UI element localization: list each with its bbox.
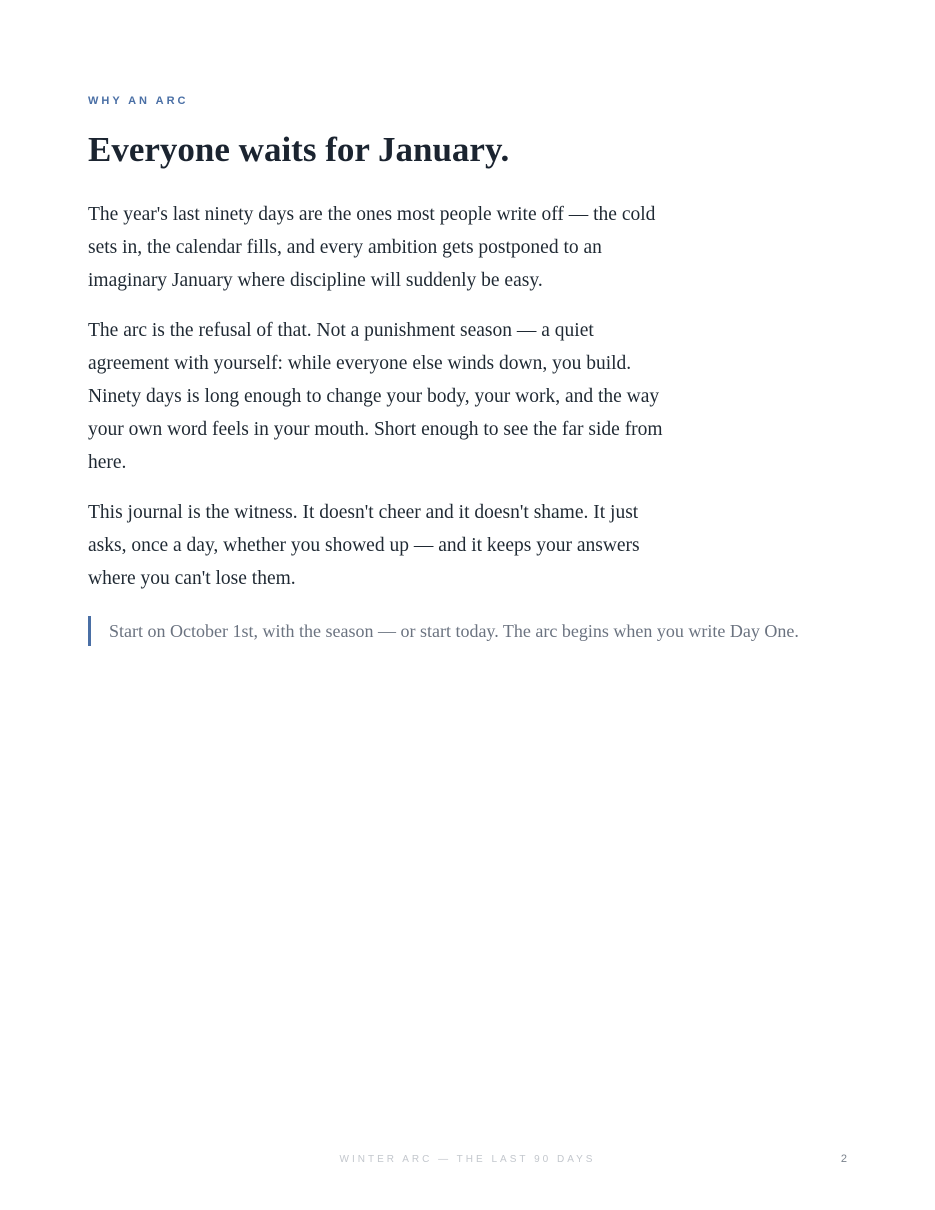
paragraph-3: This journal is the witness. It doesn't cheer and it doesn't shame. It just asks, once a day, whether you showed up — and it keeps your answers where you can't lose them. [88, 502, 640, 589]
pull-quote-text: Start on October 1st, with the season — or start today. The arc begins when you write Day One. [109, 621, 799, 641]
section-eyebrow: WHY AN ARC [88, 95, 189, 107]
footer-running-title: WINTER ARC — THE LAST 90 DAYS [339, 1154, 596, 1165]
pull-quote [88, 616, 869, 646]
paragraph-2: The arc is the refusal of that. Not a punishment season — a quiet agreement with yourself: while everyone else winds down, you build. Ninety days is long enough to change your body, your work, and the way your own word feels in your mouth. Short enough to see the far side from here. [88, 320, 663, 473]
paragraph-1: The year's last ninety days are the ones most people write off — the cold sets in, the calendar fills, and every ambition gets postponed to an imaginary January where discipline will suddenly be easy. [88, 204, 656, 291]
body-text [88, 198, 668, 612]
page-title: Everyone waits for January. [88, 130, 510, 169]
page-number: 2 [840, 1153, 847, 1165]
